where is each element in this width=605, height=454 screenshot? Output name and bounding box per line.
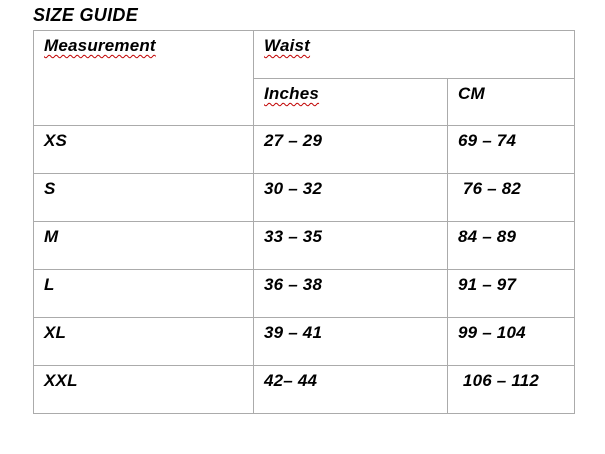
cm-cell: 84 – 89 [448, 222, 575, 270]
table-row [34, 366, 575, 414]
inches-cell: 33 – 35 [254, 222, 448, 270]
inches-cell: 30 – 32 [254, 174, 448, 222]
table-row [34, 174, 575, 222]
size-cell: M [34, 222, 254, 270]
measurement-header-label: Measurement [44, 36, 156, 55]
cm-cell: 91 – 97 [448, 270, 575, 318]
table-row [34, 270, 575, 318]
page-title: SIZE GUIDE [33, 5, 139, 25]
cm-cell: 69 – 74 [448, 126, 575, 174]
cm-header-label: CM [458, 84, 485, 103]
inches-header-cell [254, 79, 448, 126]
table-header-row [34, 31, 575, 79]
inches-header-label: Inches [264, 84, 320, 103]
cm-cell: 106 – 112 [448, 366, 575, 414]
table-row [34, 126, 575, 174]
table-row [34, 222, 575, 270]
size-cell: XL [34, 318, 254, 366]
size-guide-table [33, 30, 575, 414]
cm-cell: 99 – 104 [448, 318, 575, 366]
size-cell: L [34, 270, 254, 318]
size-table-body [34, 126, 575, 414]
size-cell: XS [34, 126, 254, 174]
size-cell: S [34, 174, 254, 222]
inches-cell: 36 – 38 [254, 270, 448, 318]
table-row [34, 318, 575, 366]
cm-cell: 76 – 82 [448, 174, 575, 222]
measurement-header-cell [34, 31, 254, 126]
inches-cell: 27 – 29 [254, 126, 448, 174]
inches-cell: 42– 44 [254, 366, 448, 414]
inches-cell: 39 – 41 [254, 318, 448, 366]
size-cell: XXL [34, 366, 254, 414]
cm-header-cell [448, 79, 575, 126]
waist-header-cell [254, 31, 575, 79]
waist-header-label: Waist [264, 36, 311, 55]
